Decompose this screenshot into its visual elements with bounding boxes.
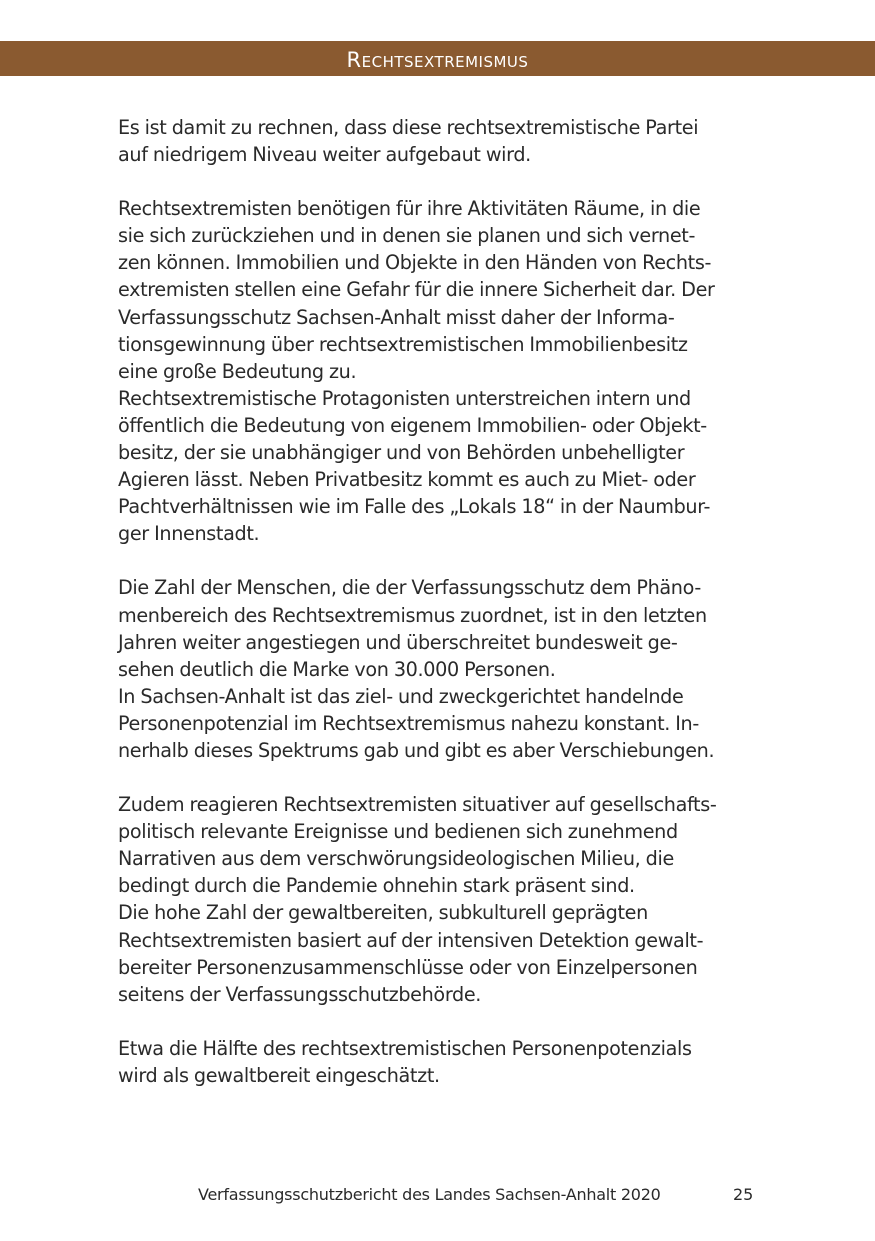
section-title: Rechtsextremismus [346,48,529,72]
main-content [118,114,768,1116]
paragraph: Rechtsextremisten benötigen für ihre Aktivitäten Räume, in die sie sich zurückziehen und in denen sie planen und sich vernet- zen können. Immobilien und Objekte in den Händen von Rechts- extremisten stellen eine Gefahr für die innere Sicherheit dar. Der Verfassungsschutz Sachsen-Anhalt misst daher der Informa- tionsgewinnung über rechtsextremistischen Immobilienbesitz eine große Bedeutung zu. [118,197,715,383]
page-footer [0,1181,875,1209]
paragraph: Die hohe Zahl der gewaltbereiten, subkulturell geprägten Rechtsextremisten basiert auf der intensiven Detektion gewalt- bereiter Personenzusammenschlüsse oder von Einzelpersonen seitens der Verfassungsschutzbehörde. [118,901,704,1006]
paragraph: Zudem reagieren Rechtsextremisten situativer auf gesellschafts- politisch relevante Ereignisse und bedienen sich zunehmend Narrativen aus dem verschwörungsideologischen Milieu, die bedingt durch die Pandemie ohnehin stark präsent sind. [118,793,717,898]
paragraph: Rechtsextremistische Protagonisten unterstreichen intern und öffentlich die Bedeutung von eigenem Immobilien- oder Objekt- besitz, der sie unabhängiger und von Behörden unbehelligter Agieren lässt. Neben Privatbesitz kommt es auch zu Miet- oder Pachtverhältnissen wie im Falle des „Lokals 18“ in der Naumbur- ger Innenstadt. [118,386,711,546]
paragraph: In Sachsen-Anhalt ist das ziel- und zweckgerichtet handelnde Personenpotenzial im Rechtsextremismus nahezu konstant. In- nerhalb dieses Spektrums gab und gibt es aber Verschiebungen. [118,684,715,762]
footer-report-title: Verfassungsschutzbericht des Landes Sachsen-Anhalt 2020 [198,1185,661,1204]
section-header-bar [0,41,875,76]
paragraph-spacer [118,168,768,195]
paragraph: Etwa die Hälfte des rechtsextremistischen Personenpotenzials wird als gewaltbereit eingeschätzt. [118,1036,692,1087]
paragraph: Es ist damit zu rechnen, dass diese rechtsextremistische Partei auf niedrigem Niveau weiter aufgebaut wird. [118,116,699,167]
page-number: 25 [733,1185,754,1204]
paragraph: Die Zahl der Menschen, die der Verfassungsschutz dem Phäno- menbereich des Rechtsextremismus zuordnet, ist in den letzten Jahren weiter angestiegen und überschreitet bundesweit ge- sehen deutlich die Marke von 30.000 Personen. [118,576,707,681]
